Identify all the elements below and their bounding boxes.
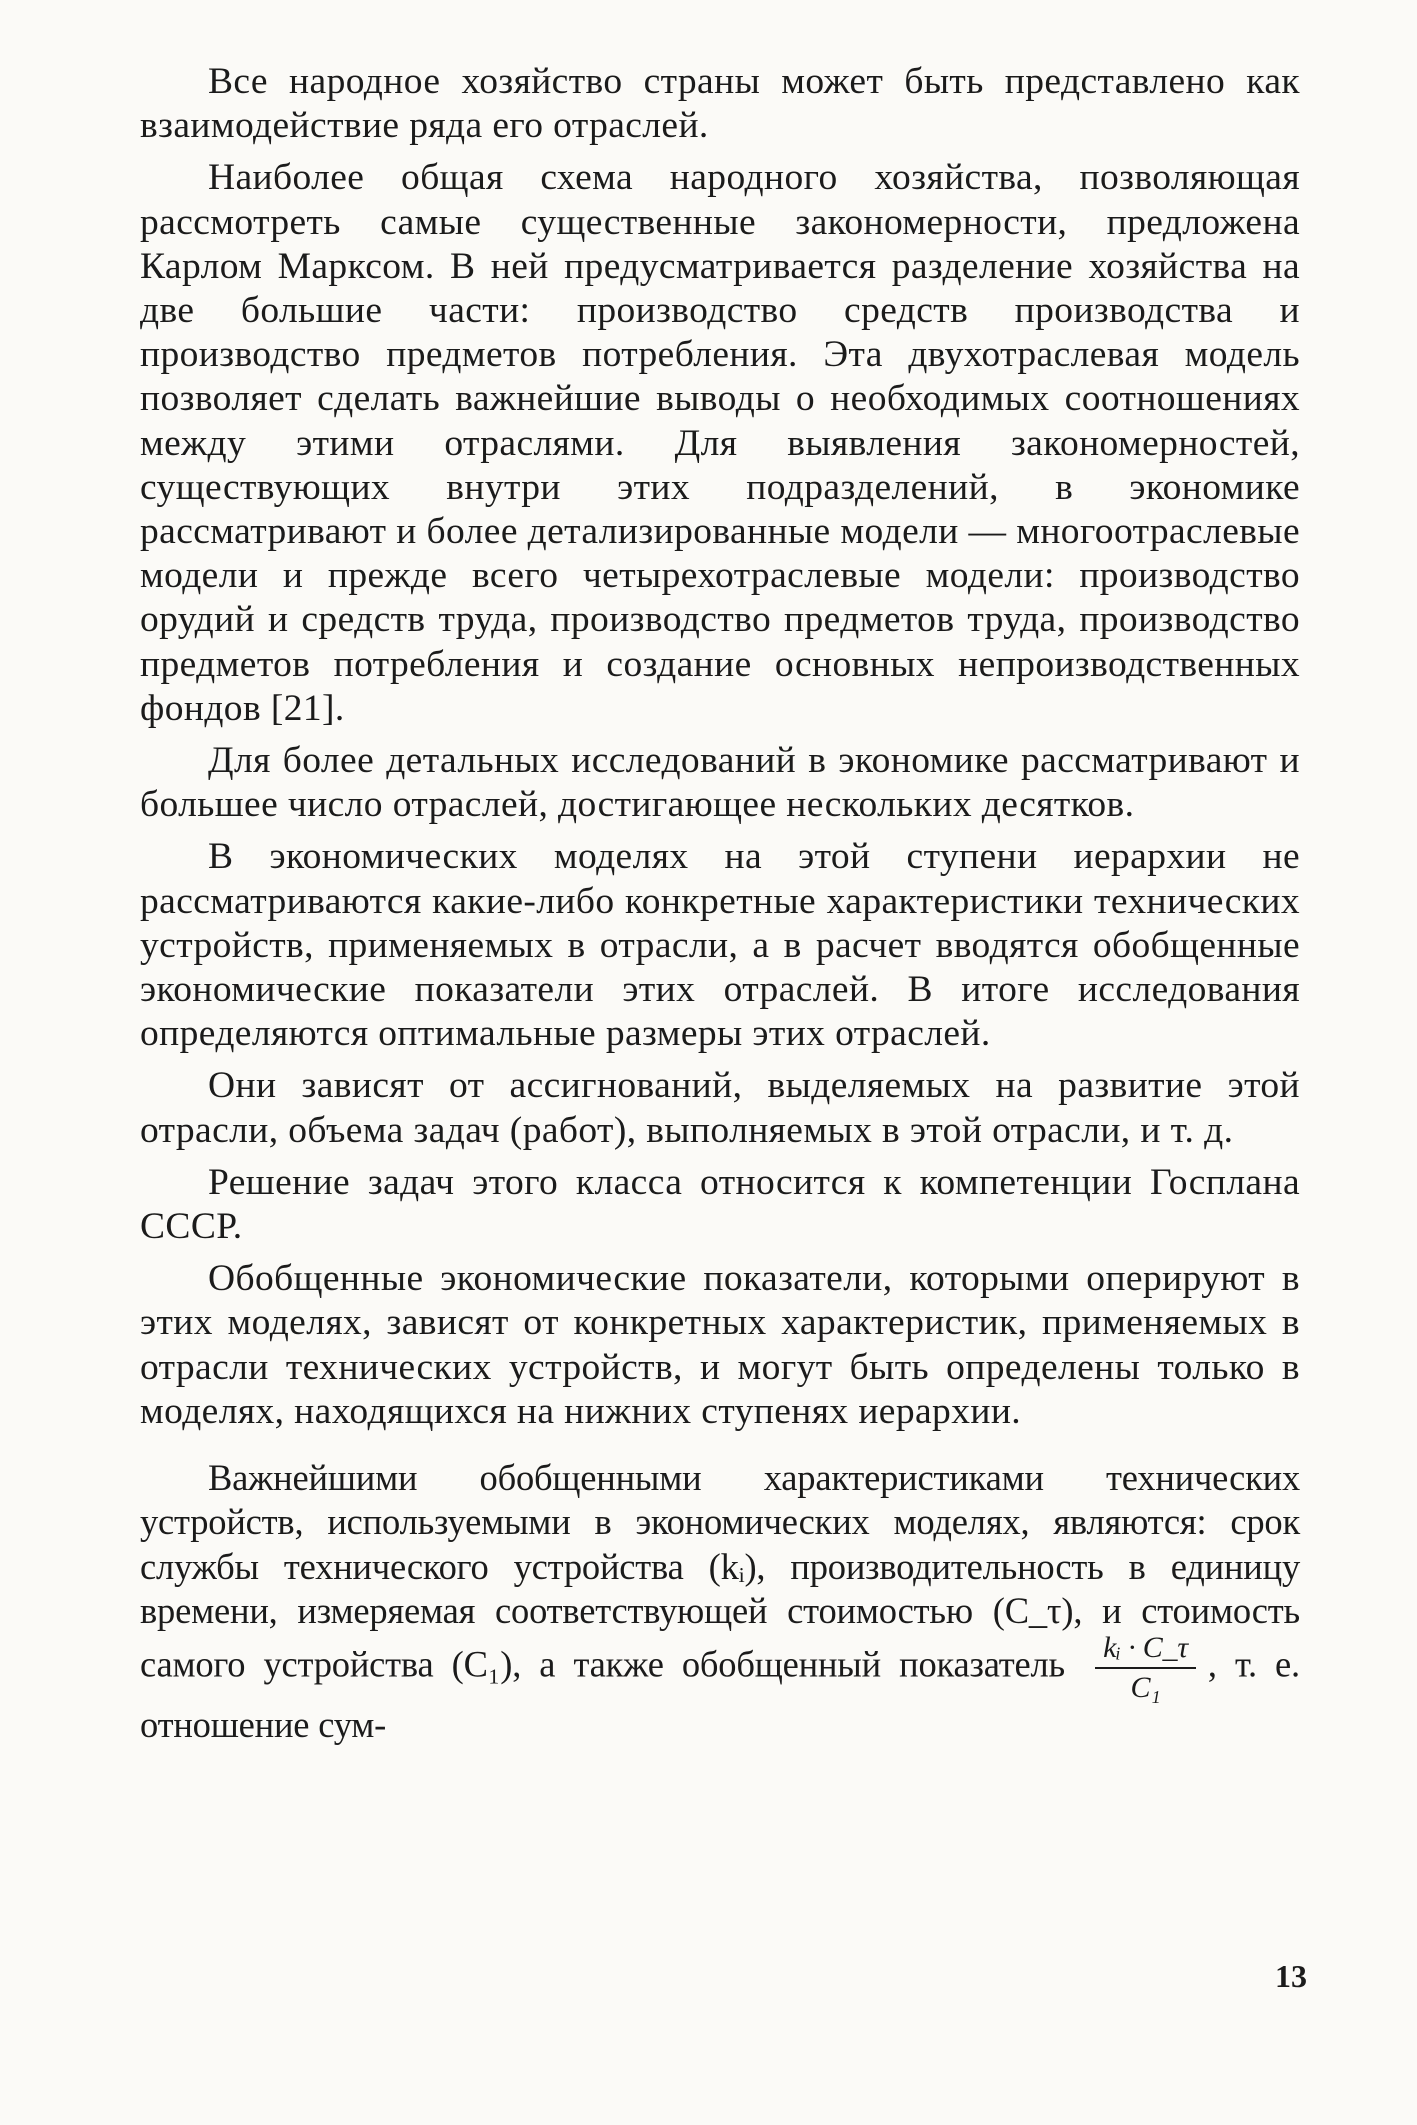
fraction-numerator: kᵢ · C_τ — [1095, 1633, 1196, 1669]
efficiency-fraction — [1095, 1630, 1196, 1704]
page-body — [140, 60, 1300, 1755]
paragraph-8-text: Важнейшими обобщенными характеристиками технических устройств, используемыми в экономических моделях, являются: срок службы технического устройства (kᵢ), производительность в единицу времени, измеряемая соответствующей стоимостью (C_τ), и стоимость самого устройства (C₁), а также обобщенный показатель — [140, 1457, 1300, 1685]
paragraph-1: Все народное хозяйство страны может быть представлено как взаимодействие ряда его отраслей. — [140, 61, 1300, 147]
page-number: 13 — [1275, 1958, 1307, 1994]
paragraph-5: Они зависят от ассигнований, выделяемых на развитие этой отрасли, объема задач (работ), выполняемых в этой отрасли, и т. д. — [140, 1065, 1300, 1151]
paragraph-8-tail: , т. е. отношение сум- — [140, 1643, 1300, 1745]
fraction-denominator: C₁ — [1130, 1670, 1161, 1704]
paragraph-8 — [140, 1456, 1300, 1747]
paragraph-3: Для более детальных исследований в экономике рассматривают и большее число отраслей, достигающее нескольких десятков. — [140, 740, 1300, 826]
paragraph-6: Решение задач этого класса относится к компетенции Госплана СССР. — [140, 1161, 1300, 1248]
paragraph-7: Обобщенные экономические показатели, которыми оперируют в этих моделях, зависят от конкретных характеристик, применяемых в отрасли технических устройств, и могут быть определены только в моделях, находящихся на нижних ступенях иерархии. — [140, 1258, 1300, 1432]
paragraph-2: Наиболее общая схема народного хозяйства, позволяющая рассмотреть самые существенные закономерности, предложена Карлом Марксом. В ней предусматривается разделение хозяйства на две большие части: производство средств производства и производство предметов потребления. Эта двухотраслевая модель позволяет сделать важнейшие выводы о необходимых соотношениях между этими отраслями. Для выявления закономерностей, существующих внутри этих подразделений, в экономике рассматривают и более детализированные модели — многоотраслевые модели и прежде всего четырехотраслевые модели: производство орудий и средств труда, производство предметов труда, производство предметов потребления и создание основных непроизводственных фондов [21]. — [140, 157, 1300, 729]
paragraph-4: В экономических моделях на этой ступени иерархии не рассматриваются какие-либо конкретные характеристики технических устройств, применяемых в отрасли, а в расчет вводятся обобщенные экономические показатели этих отраслей. В итоге исследования определяются оптимальные размеры этих отраслей. — [140, 836, 1300, 1055]
